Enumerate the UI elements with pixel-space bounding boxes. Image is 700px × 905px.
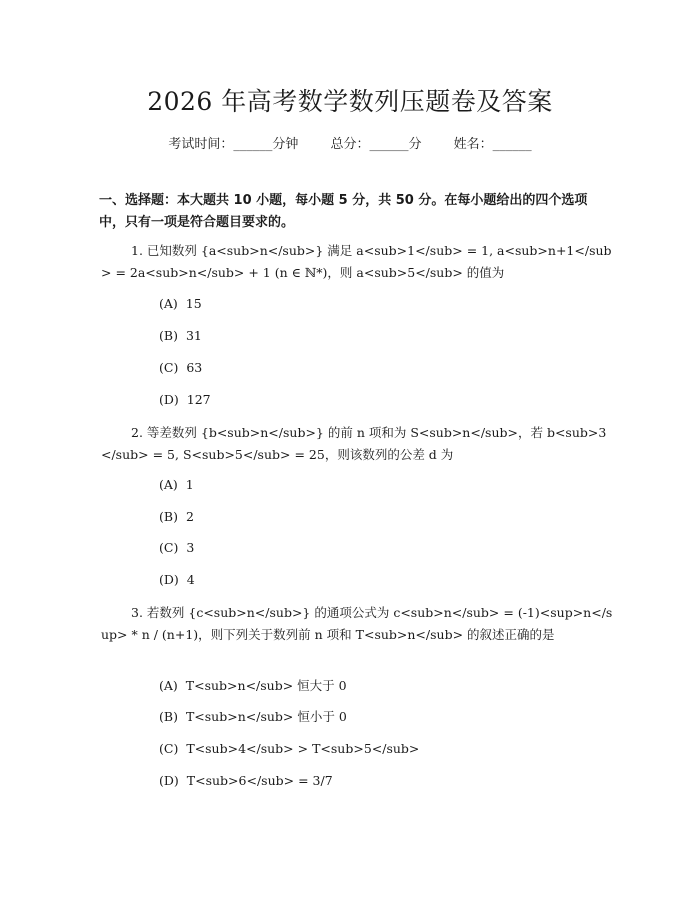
option-text: T<sub>n</sub> 恒小于 0 xyxy=(185,709,347,724)
option-label: (A) xyxy=(159,296,178,311)
option-text: 4 xyxy=(186,572,195,587)
option-label: (B) xyxy=(159,328,178,343)
exam-info-line xyxy=(0,133,700,152)
question-1-option-a xyxy=(159,294,202,314)
total-score-field: 总分：______分 xyxy=(330,137,422,152)
option-label: (A) xyxy=(159,477,178,492)
option-text: 2 xyxy=(185,509,194,524)
option-label: (B) xyxy=(159,709,178,724)
question-2-option-c xyxy=(159,538,194,558)
question-2-option-a xyxy=(159,475,194,495)
option-text: 1 xyxy=(185,477,194,492)
option-text: T<sub>4</sub> > T<sub>5</sub> xyxy=(186,741,420,756)
question-2-stem: 2. 等差数列 {b<sub>n</sub>} 的前 n 项和为 S<sub>n</sub>，若 b<sub>3</sub> = 5, S<sub>5</sub> = 25，则该数列的公差 d 为 xyxy=(101,425,607,462)
option-text: 63 xyxy=(186,360,203,375)
question-2-option-d xyxy=(159,570,195,590)
page-title: 2026 年高考数学数列压题卷及答案 xyxy=(147,87,553,116)
option-text: T<sub>6</sub> = 3/7 xyxy=(186,773,333,788)
question-3-option-d xyxy=(159,771,333,791)
option-text: 127 xyxy=(186,392,211,407)
option-label: (D) xyxy=(159,572,179,587)
question-3-option-a xyxy=(159,676,347,696)
option-text: 15 xyxy=(185,296,202,311)
student-name-field: 姓名：______ xyxy=(453,137,532,152)
section-heading: 一、选择题：本大题共 10 小题，每小题 5 分，共 50 分。在每小题给出的四个选项中，只有一项是符合题目要求的。 xyxy=(99,193,588,230)
question-3-option-b xyxy=(159,707,347,727)
option-label: (B) xyxy=(159,509,178,524)
option-label: (C) xyxy=(159,360,179,375)
question-1-option-d xyxy=(159,390,211,410)
question-3-option-c xyxy=(159,739,419,759)
question-1-option-c xyxy=(159,358,202,378)
question-1-stem: 1. 已知数列 {a<sub>n</sub>} 满足 a<sub>1</sub> = 1, a<sub>n+1</sub> = 2a<sub>n</sub> + 1 (n ∈ ℕ*)，则 a<sub>5</sub> 的值为 xyxy=(101,243,612,280)
option-text: T<sub>n</sub> 恒大于 0 xyxy=(185,678,347,693)
exam-time-field: 考试时间：______分钟 xyxy=(168,137,299,152)
option-label: (C) xyxy=(159,741,179,756)
option-label: (A) xyxy=(159,678,178,693)
option-text: 3 xyxy=(186,540,195,555)
option-label: (D) xyxy=(159,392,179,407)
option-text: 31 xyxy=(185,328,202,343)
question-1-option-b xyxy=(159,326,202,346)
option-label: (C) xyxy=(159,540,179,555)
question-3-stem: 3. 若数列 {c<sub>n</sub>} 的通项公式为 c<sub>n</sub> = (-1)<sup>n</sup> * n / (n+1)，则下列关于数列前 n 项和 T<sub>n</sub> 的叙述正确的是 xyxy=(101,605,613,642)
option-label: (D) xyxy=(159,773,179,788)
question-2-option-b xyxy=(159,507,194,527)
